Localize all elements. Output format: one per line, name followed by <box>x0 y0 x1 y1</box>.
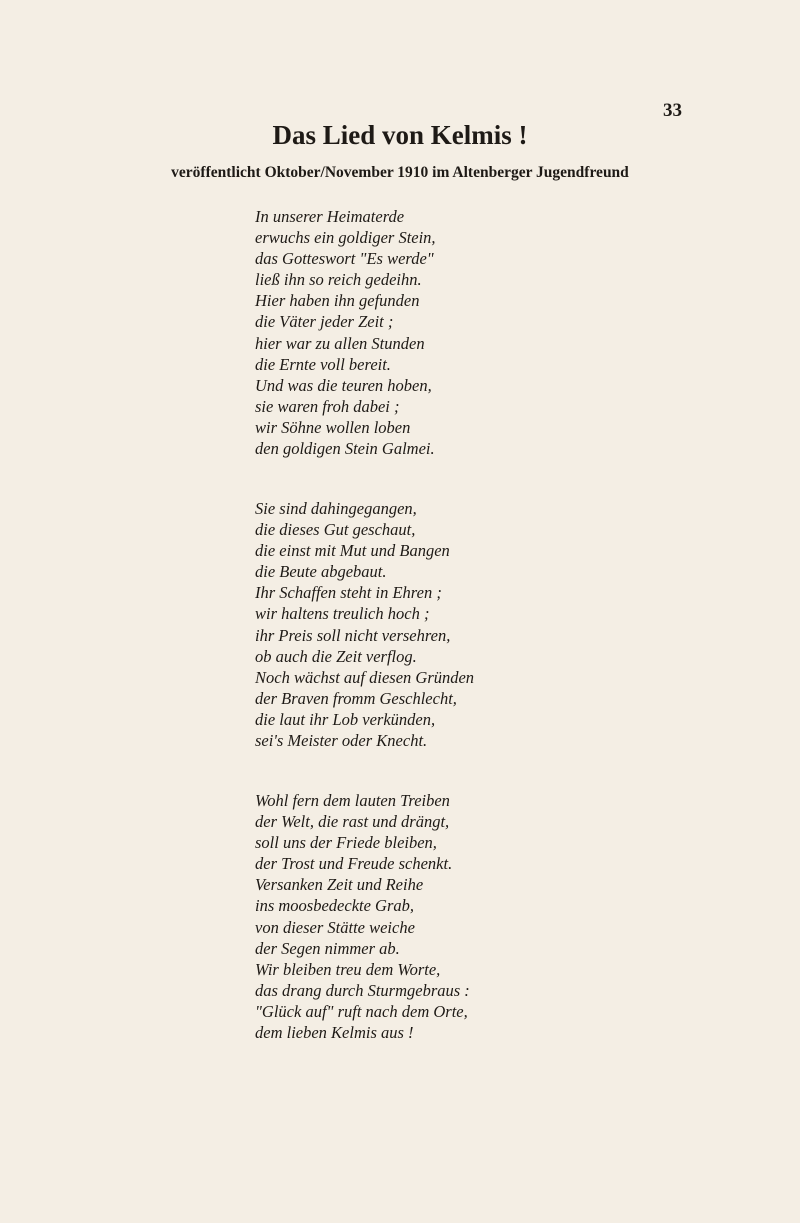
poem-line: sei's Meister oder Knecht. <box>255 731 428 751</box>
poem-line: der Welt, die rast und drängt, <box>255 812 450 832</box>
poem-title: Das Lied von Kelmis ! <box>272 120 528 150</box>
poem-line: das drang durch Sturmgebraus : <box>255 980 470 1000</box>
poem-line: den goldigen Stein Galmei. <box>255 439 435 459</box>
poem-line: das Gotteswort "Es werde" <box>255 249 434 269</box>
poem-line: Wohl fern dem lauten Treiben <box>255 791 450 810</box>
poem-line: ihr Preis soll nicht versehren, <box>255 625 451 645</box>
poem-line: die einst mit Mut und Bangen <box>255 541 450 561</box>
poem-line: der Trost und Freude schenkt. <box>255 854 453 874</box>
poem-line: wir haltens treulich hoch ; <box>255 604 430 624</box>
stanza-1 <box>255 206 436 459</box>
poem-line: hier war zu allen Stunden <box>255 333 425 353</box>
poem-line: Sie sind dahingegangen, <box>255 499 417 518</box>
page-number: 33 <box>663 100 682 121</box>
stanza-3 <box>255 790 470 1043</box>
poem-line: dem lieben Kelmis aus ! <box>255 1023 414 1043</box>
poem-line: wir Söhne wollen loben <box>255 417 411 437</box>
poem-line: die laut ihr Lob verkünden, <box>255 709 436 729</box>
poem-line: von dieser Stätte weiche <box>255 917 415 937</box>
poem-line: die Väter jeder Zeit ; <box>255 312 394 332</box>
poem-line: die Beute abgebaut. <box>255 562 387 582</box>
poem-line: Hier haben ihn gefunden <box>255 291 420 311</box>
stanza-2 <box>255 498 474 751</box>
poem-line: In unserer Heimaterde <box>255 207 405 226</box>
poem-line: die Ernte voll bereit. <box>255 354 391 374</box>
publication-note: veröffentlicht Oktober/November 1910 im Altenberger Jugendfreund <box>171 164 629 181</box>
poem-line: ob auch die Zeit verflog. <box>255 646 417 666</box>
poem-line: soll uns der Friede bleiben, <box>255 833 437 853</box>
poem-line: sie waren froh dabei ; <box>255 396 400 416</box>
poem-line: "Glück auf" ruft nach dem Orte, <box>255 1001 468 1021</box>
poem-line: ins moosbedeckte Grab, <box>255 896 415 916</box>
poem-line: Und was die teuren hoben, <box>255 375 432 395</box>
poem-line: der Braven fromm Geschlecht, <box>255 688 457 708</box>
poem-line: Versanken Zeit und Reihe <box>255 875 424 895</box>
poem-line: Wir bleiben treu dem Worte, <box>255 959 441 979</box>
poem-line: ließ ihn so reich gedeihn. <box>255 270 422 290</box>
poem-line: erwuchs ein goldiger Stein, <box>255 228 436 248</box>
poem-line: Noch wächst auf diesen Gründen <box>255 667 475 687</box>
poem-line: die dieses Gut geschaut, <box>255 520 416 540</box>
poem-line: der Segen nimmer ab. <box>255 938 400 958</box>
poem-line: Ihr Schaffen steht in Ehren ; <box>255 583 442 603</box>
